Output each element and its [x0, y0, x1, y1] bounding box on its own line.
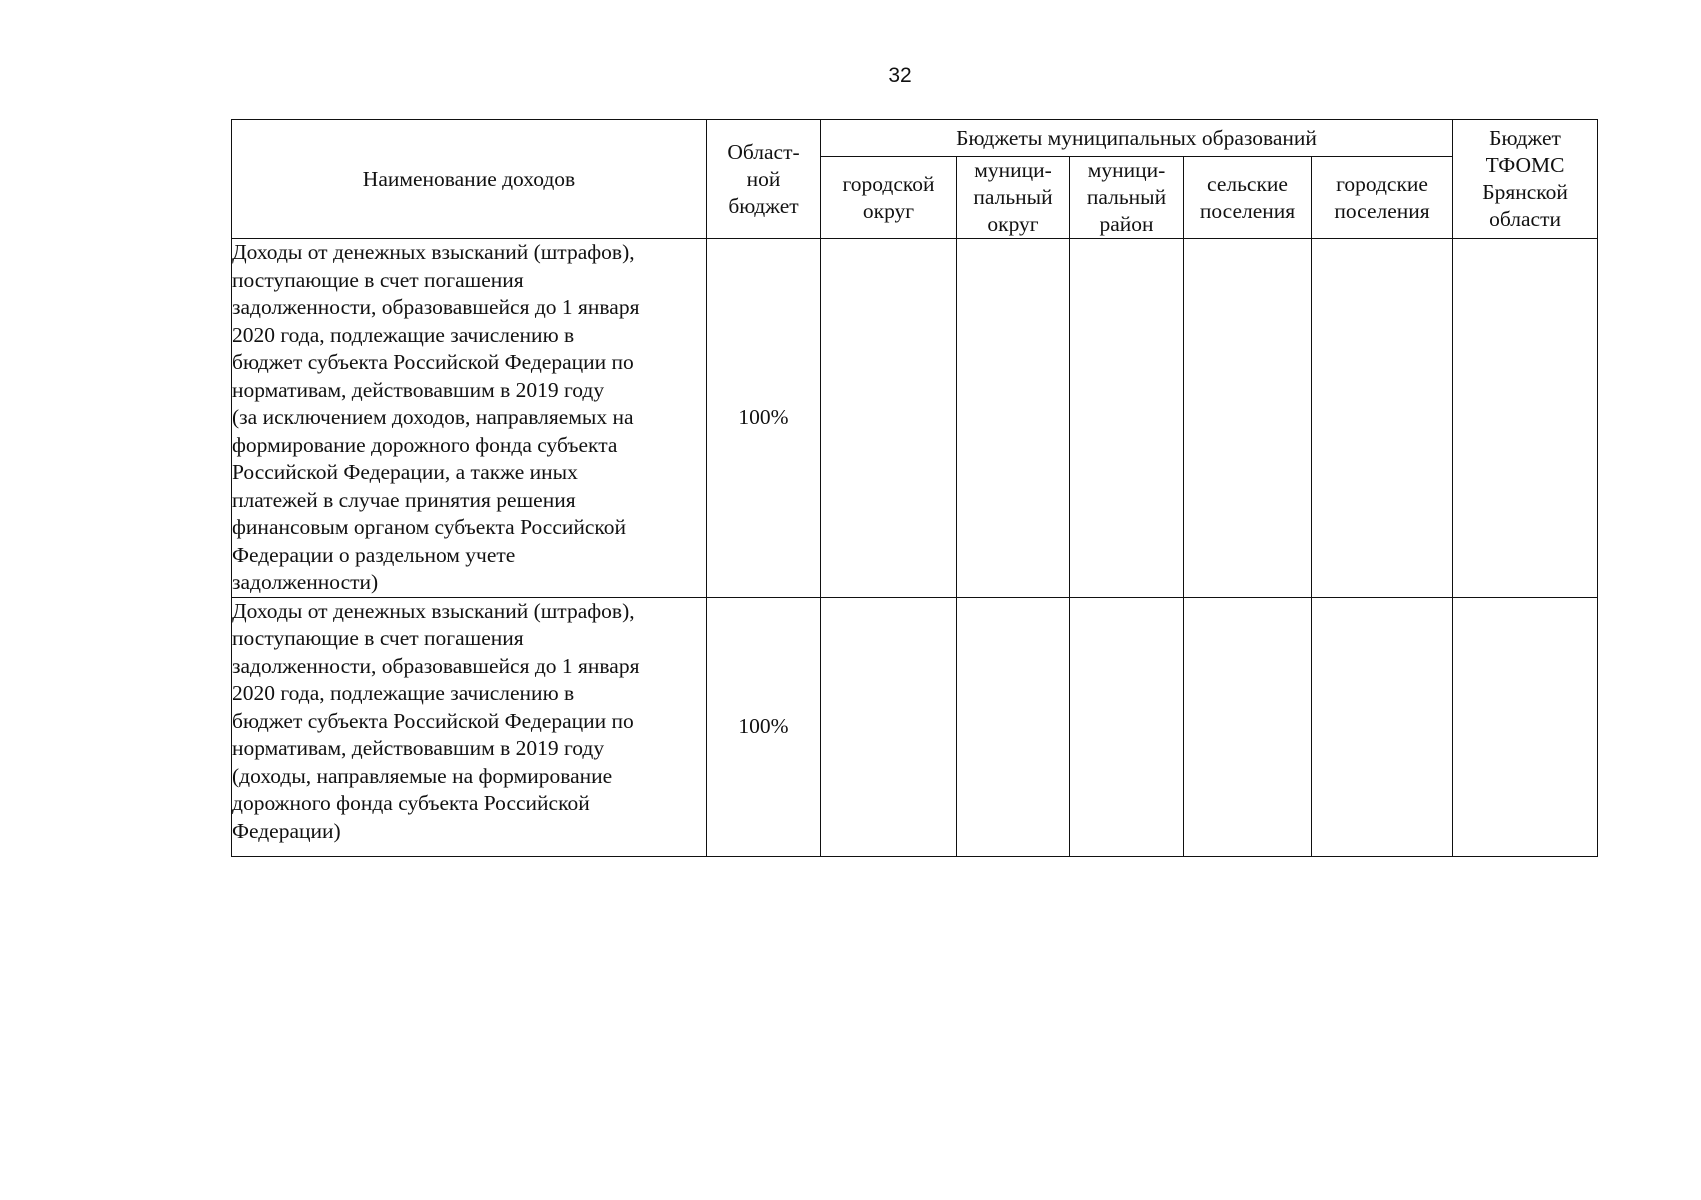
rural-settlements-cell — [1184, 597, 1312, 856]
municipal-district-header: муници- пальный округ — [957, 157, 1070, 239]
city-district-cell — [821, 239, 957, 598]
city-district-cell — [821, 597, 957, 856]
regional-budget-cell: 100% — [707, 597, 821, 856]
city-district-header: городской округ — [821, 157, 957, 239]
income-name-cell: Доходы от денежных взысканий (штрафов), поступающие в счет погашения задолженности, образовавшейся до 1 января 2020 года, подлежащие зачислению в бюджет субъекта Российской Федерации по нормативам, действовавшим в 2019 году (за исключением доходов, направляемых на формирование дорожного фонда субъекта Российской Федерации, а также иных платежей в случае принятия решения финансовым органом субъекта Российской Федерации о раздельном учете задолженности) — [232, 239, 707, 598]
header-row-1 — [232, 120, 1598, 157]
municipal-region-cell — [1070, 597, 1184, 856]
municipal-region-cell — [1070, 239, 1184, 598]
regional-budget-header: Област- ной бюджет — [707, 120, 821, 239]
urban-settlements-header: городские поселения — [1312, 157, 1453, 239]
tfoms-budget-cell — [1453, 239, 1598, 598]
income-name-header: Наименование доходов — [232, 120, 707, 239]
municipal-budgets-header: Бюджеты муниципальных образований — [821, 120, 1453, 157]
municipal-region-header: муници- пальный район — [1070, 157, 1184, 239]
tfoms-budget-header: Бюджет ТФОМС Брянской области — [1453, 120, 1598, 239]
table-row — [232, 597, 1598, 856]
income-distribution-table — [231, 119, 1598, 857]
income-name-cell: Доходы от денежных взысканий (штрафов), поступающие в счет погашения задолженности, образовавшейся до 1 января 2020 года, подлежащие зачислению в бюджет субъекта Российской Федерации по нормативам, действовавшим в 2019 году (доходы, направляемые на формирование дорожного фонда субъекта Российской Федерации) — [232, 597, 707, 856]
rural-settlements-header: сельские поселения — [1184, 157, 1312, 239]
municipal-district-cell — [957, 597, 1070, 856]
urban-settlements-cell — [1312, 239, 1453, 598]
tfoms-budget-cell — [1453, 597, 1598, 856]
regional-budget-cell: 100% — [707, 239, 821, 598]
urban-settlements-cell — [1312, 597, 1453, 856]
rural-settlements-cell — [1184, 239, 1312, 598]
municipal-district-cell — [957, 239, 1070, 598]
table-row — [232, 239, 1598, 598]
page-number: 32 — [888, 64, 912, 87]
